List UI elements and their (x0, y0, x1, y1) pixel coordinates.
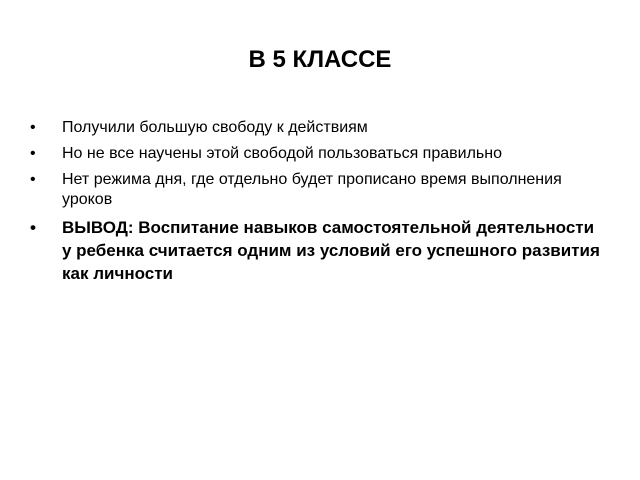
bullet-text: Нет режима дня, где отдельно будет прописано время выполнения уроков (62, 171, 562, 208)
conclusion-text: ВЫВОД: Воспитание навыков самостоятельной деятельности у ребенка считается одним из условий его успешного развития как личности (62, 218, 600, 283)
bullet-icon: • (30, 218, 36, 237)
bullet-item (28, 118, 608, 138)
bullet-text: Но не все научены этой свободой пользоваться правильно (62, 145, 502, 162)
bullet-text: Получили большую свободу к действиям (62, 119, 368, 136)
slide-title: В 5 КЛАССЕ (248, 46, 392, 73)
bullet-item (28, 144, 608, 164)
bullet-icon: • (30, 145, 36, 162)
bullet-list (28, 118, 608, 291)
bullet-icon: • (30, 171, 36, 188)
bullet-item (28, 170, 608, 210)
bullet-icon: • (30, 119, 36, 136)
conclusion-bullet-item (28, 216, 608, 285)
